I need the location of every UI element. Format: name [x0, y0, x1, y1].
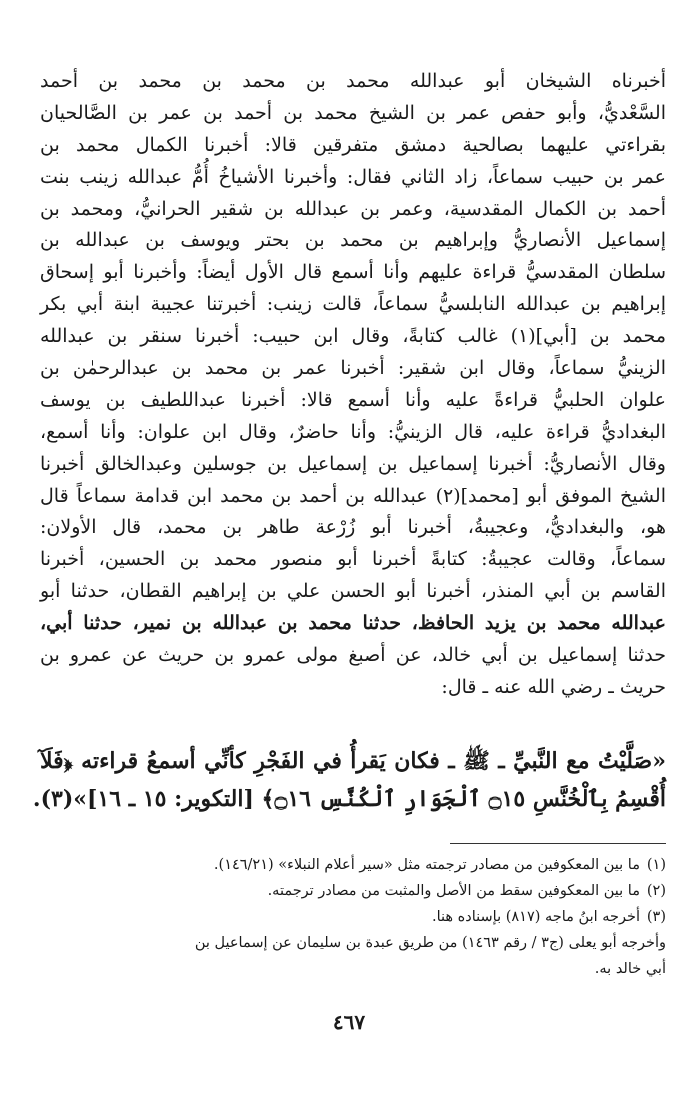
- text-line: السَّعْديُّ، وأبو حفص عمر بن الشيخ محمد بن أحمد بن عمر بن الصَّالحيان: [40, 101, 666, 124]
- text-line: أحمد بن الكمال المقدسية، وعمر بن عبدالله بن شقير الحرانيُّ، ومحمد بن: [40, 197, 666, 220]
- footnote-divider: [450, 843, 666, 844]
- text-line: عمر بن حبيب سماعاً، زاد الثاني فقال: وأخبرنا الأشياخُ أُمُّ عبدالله زينب بنت: [40, 165, 666, 188]
- footnote: [40, 904, 666, 930]
- quote-line: أُقْسِمُ بِٱلْخُنَّسِ ۝١٥ ٱلْجَوَارِ ٱلْكُنَّسِ ۝١٦﴾ [التكوير: ١٥ ـ ١٦]»(٣).: [32, 786, 666, 812]
- footnote-continuation: [40, 930, 666, 956]
- quote-line: «صَلَّيْتُ مع النَّبيِّ ـ ﷺ ـ فكان يَقرأُ في الفَجْرِ كأنِّي أسمعُ قراءته ﴿فَلَآ: [40, 748, 666, 774]
- text-line: البغداديُّ قراءة عليه، قال الزينيُّ: وأنا حاضرٌ، وقال ابن علوان: وأنا أسمع،: [40, 420, 666, 443]
- text-line: إبراهيم بن عبدالله النابلسيُّ سماعاً، قالت زينب: أخبرتنا عجيبة ابنة أبي بكر: [40, 293, 666, 316]
- text-line: وقال الأنصاريُّ: أخبرنا إسماعيل بن إسماعيل بن جوسلين وعبدالخالق أخبرنا: [40, 452, 666, 475]
- footnote-text: أبي خالد به.: [594, 961, 666, 977]
- footnotes: [40, 852, 666, 982]
- text-line: بقراءتي عليهما بصالحية دمشق متفرقين قالا: أخبرنا الكمال محمد بن: [40, 133, 666, 156]
- text-line: أخبرناه الشيخان أبو عبدالله محمد بن محمد بن محمد بن أحمد: [40, 70, 666, 92]
- hadith-quote: [32, 742, 666, 818]
- footnote-text: ما بين المعكوفين من مصادر ترجمته مثل «سير أعلام النبلاء» (١٤٦/٢١).: [213, 857, 640, 873]
- footnote-text: أخرجه ابنُ ماجه (٨١٧) بإسناده هنا.: [432, 909, 640, 925]
- text-line: إسماعيل الأنصاريُّ وإبراهيم بن محمد بن بحتر ويوسف بن عبدالله بن: [40, 229, 666, 252]
- page-number: ٤٦٧: [332, 1010, 366, 1034]
- text-line: هو، والبغداديُّ، وعجيبةُ، أخبرنا أبو زُرْعة طاهر بن محمد، قال الأولان:: [40, 516, 666, 539]
- footnote-continuation: [40, 956, 666, 982]
- text-line: القاسم بن أبي المنذر، أخبرنا أبو الحسن علي بن إبراهيم القطان، حدثنا أبو: [40, 580, 666, 603]
- footnote: [40, 852, 666, 878]
- text-line: محمد بن [أبي](١) غالب كتابةً، وقال ابن حبيب: أخبرنا سنقر بن عبدالله: [40, 325, 666, 348]
- text-line: عبدالله محمد بن يزيد الحافظ، حدثنا محمد بن عبدالله بن نمير، حدثنا أبي،: [40, 612, 666, 635]
- footnote-text: ما بين المعكوفين سقط من الأصل والمثبت من مصادر ترجمته.: [267, 883, 640, 899]
- text-line: حريث ـ رضي الله عنه ـ قال:: [441, 675, 666, 698]
- footnote-number: (٢): [646, 883, 666, 899]
- text-line: الشيخ الموفق أبو [محمد](٢) عبدالله بن أحمد بن محمد ابن قدامة سماعاً قال: [40, 484, 666, 507]
- main-text: [40, 66, 666, 704]
- text-line: الزينيُّ سماعاً، وقال ابن شقير: أخبرنا عمر بن محمد بن عبدالرحمٰن بن: [40, 357, 666, 380]
- text-line: سماعاً، وقالت عجيبةُ: كتابةً أخبرنا أبو منصور محمد بن الحسين، أخبرنا: [40, 548, 666, 571]
- footnote-text: وأخرجه أبو يعلى (ج٣ / رقم ١٤٦٣) من طريق عبدة بن سليمان عن إسماعيل بن: [194, 935, 666, 951]
- text-line: حدثنا إسماعيل بن أبي خالد، عن أصبغ مولى عمرو بن حريث عن عمرو بن: [40, 644, 666, 667]
- footnote-number: (١): [646, 857, 666, 873]
- text-line: سلطان المقدسيُّ قراءة عليهم وأنا أسمع قال الأول أيضاً: وأخبرنا أبو إسحاق: [40, 261, 666, 284]
- footnote: [40, 878, 666, 904]
- text-line: علوان الحلبيُّ قراءةً عليه وأنا أسمع قالا: أخبرنا عبداللطيف بن يوسف: [40, 388, 666, 411]
- footnote-number: (٣): [646, 909, 666, 925]
